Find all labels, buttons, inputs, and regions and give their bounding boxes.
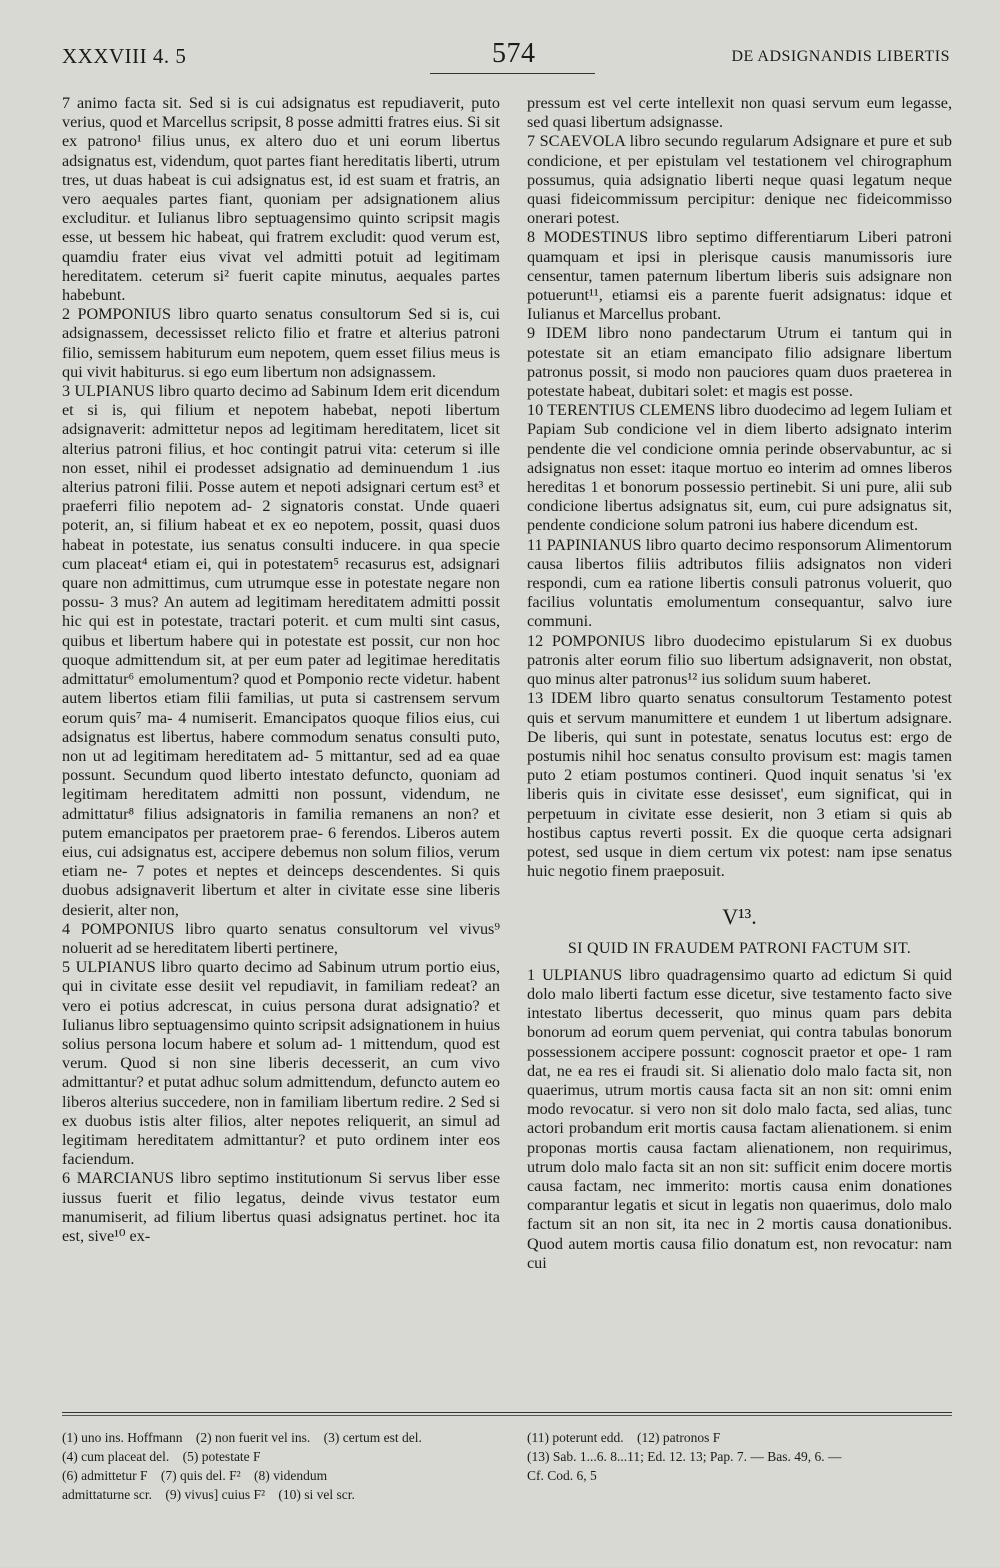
- footnotes-left: [62, 1428, 500, 1504]
- footnote-row: [527, 1447, 952, 1466]
- running-title: DE ADSIGNANDIS LIBERTIS: [731, 48, 950, 65]
- title-text: SI QUID IN FRAUDEM PATRONI FACTUM SIT.: [567, 939, 912, 957]
- left-column: [62, 94, 500, 1246]
- paragraph: 9 IDEM libro nono pandectarum Utrum ei tantum qui in potestate sit an etiam emancipato filio adsignare libertum patronus possit, si modo non pauciores quam duos praeterea in potestate habeat, dubitari solet: et magis est posse.: [527, 324, 952, 401]
- footnotes-right: [527, 1428, 952, 1485]
- paragraph: 7 SCAEVOLA libro secundo regularum Adsignare et pure et sub condicione, et per epistulam vel testationem vel chirographum possumus, quia adsignatio liberti neque quasi legatum neque quasi fideicommissum percipitur: denique nec fideicommisso onerari potest.: [527, 132, 952, 228]
- header-rule: [430, 73, 595, 74]
- footnote: (8) videndum: [254, 1468, 328, 1483]
- footnote: (7) quis del. F²: [160, 1468, 241, 1483]
- footnote: admittaturne scr.: [62, 1487, 152, 1502]
- footnote-row: [62, 1466, 500, 1485]
- right-column: [527, 94, 952, 1273]
- paragraph: 4 POMPONIUS libro quarto senatus consultorum vel vivus⁹ noluerit ad se hereditatem liberti pertinere,: [62, 919, 500, 957]
- paragraph: 8 MODESTINUS libro septimo differentiarum Liberi patroni quamquam et ipsi in plerisque causis manumissoris iure censentur, tamen paternum libertum liberis suis adsignare non potuerunt¹¹, etiamsi eis a parente fuerit adsignatus: idque et Iulianus et Marcellus probant.: [527, 228, 952, 324]
- footnote-row: [527, 1466, 952, 1485]
- paragraph: 3 ULPIANUS libro quarto decimo ad Sabinum Idem erit dicendum et si is, qui filium et nepotem habebat, nepoti libertum adsignaverit: admittetur nepos ad legitimam hereditatem, licet sit alterius patroni filius, et hoc contingit patrui vita: ceterum si ille non esset, nihil ei prodesset adsignatio ad deminuendum 1 .ius alterius patroni filii. Posse autem et nepoti adsignari certum est³ et praeferri filio nepotem ad- 2 signatoris constat. Unde quaeri poterit, an, si filium habeat et ex eo nepotem, possit, quasi duos habeat in potestate, ius senatus consulti inducere. in qua specie cum placeat⁴ etiam ei, qui in potestatem⁵ recasurus est, adsignari quare non admittimus, cum utrumque esse in potestate negare non possu- 3 mus? An autem ad legitimam hereditatem admitti possit hic qui est in potestate, tractari poterit. et cum multi sint casus, quibus et libertum habere qui in potestate est possit, cur non hoc quoque admittendum sit, at per eum pater ad legitimae hereditatis admittatur⁶ emolumentum? quod et Pomponio recte videtur. habent autem libertos etiam filii familias, ut puta si castrensem servum eorum quis⁷ ma- 4 numiserit. Emancipatos quoque filios eius, cui adsignatus est libertus, habere commodum senatus consulti puto, non ut ad legitimam hereditatem ad- 5 mittantur, sed ad ea quae possunt. Secundum quod liberto intestato defuncto, quoniam ad legitimam hereditatem admitti non possunt, videndum, ne admittatur⁸ filius adsignatoris in familia remanens an non? et putem emancipatos per praetorem prae- 6 ferendos. Liberos autem eius, cui adsignatus est, accipere debemus non solum filios, verum etiam ne- 7 potes et neptes et deinceps descendentes. Si quis duobus adsignaverit libertum et alter in civitate esse sine liberis desierit, alter non,: [62, 382, 500, 919]
- paragraph: 10 TERENTIUS CLEMENS libro duodecimo ad legem Iuliam et Papiam Sub condicione vel in diem liberto adsignato interim pendente die vel condicione omnia perinde observabuntur, ac si adsignatus non esset: itaque mortuo eo interim ad omnes liberos hereditas 1 et bonorum possessio pertinebit. Si uni pure, alii sub condicione libertus adsignatus sit, eum, cui pure adsignatus sit, pendente condicione solum patroni ius habere dicendum est.: [527, 401, 952, 535]
- footnote-row: [62, 1485, 500, 1504]
- footnote-rule: [62, 1415, 952, 1416]
- footnote: (12) patronos F: [636, 1430, 721, 1445]
- paragraph: 5 ULPIANUS libro quarto decimo ad Sabinum utrum portio eius, qui in civitate esse desiit vel repudiavit, in familiam redeat? an vero ei potius adcrescat, in cuius persona durat adsignatio? et Iulianus libro septuagensimo quinto scripsit adsignationem in huius solius persona locum habere et solum ad- 1 mittendum, quod est verum. Quod si non sine liberis decesserit, an cum vivo admittantur? et putat adhuc solum admittendum, defuncto autem eo liberos alterius succedere, non in familiam libertum redire. 2 Sed si ex duobus istis alter filios, alter nepotes reliquerit, an simul ad legitimam hereditatem admittantur? et puto ordinem inter eos faciendum.: [62, 958, 500, 1169]
- footnote: (1) uno ins. Hoffmann: [62, 1430, 183, 1445]
- footnote: (5) potestate F: [182, 1449, 261, 1464]
- paragraph: 12 POMPONIUS libro duodecimo epistularum Si ex duobus patronis alter eorum filio suo libertum adsignaverit, non obstat, quo minus alter patronus¹² ius solidum suum haberet.: [527, 631, 952, 689]
- footnote: (9) vivus] cuius F²: [165, 1487, 266, 1502]
- paragraph: 7 animo facta sit. Sed si is cui adsignatus est repudiaverit, puto verius, quod et Marcellus scripsit, 8 posse admitti fratres eius. Si sit ex patrono¹ filius unus, ex altero duo et uni eorum libertus adsignatus est, videndum, quot partes fiant hereditatis liberti, utrum tres, ut duas habeat is cui adsignatus est, id est suam et fratris, an vero aequales partes fiant, quoniam per adsignationem alius excluditur. et Iulianus libro septuagensimo quinto scripsit magis esse, ut bessem hic habeat, qui fratrem excludit: quod verum est, quamdiu frater eius vivat vel admitti potuit ad legitimam hereditatem. ceterum si² fuerit capite minutus, aequales partes habebunt.: [62, 94, 500, 305]
- paragraph: 2 POMPONIUS libro quarto senatus consultorum Sed si is, cui adsignassem, decessisset relicto filio et fratre et alterius patroni filio, semissem habiturum eum nepotem, quem esset filius meus is qui vivit habiturus. si ego eum libertum non adsignassem.: [62, 305, 500, 381]
- footnote: (11) poterunt edd.: [527, 1430, 624, 1445]
- page-number: 574: [492, 38, 536, 69]
- paragraph: 6 MARCIANUS libro septimo institutionum Si servus liber esse iussus fuerit et filio legatus, deinde vivus testator eum manumiserit, ad filium libertus quasi adsignatus pertinet. hoc ita est, sive¹⁰ ex-: [62, 1169, 500, 1245]
- footnote: (3) certum est del.: [323, 1430, 422, 1445]
- paragraph: pressum est vel certe intellexit non quasi servum eum legasse, sed quasi libertum adsignasse.: [527, 94, 952, 132]
- book-section-ref: XXXVIII 4. 5: [62, 44, 187, 68]
- title-number: V¹³.: [722, 904, 757, 930]
- footnote-row: [527, 1428, 952, 1447]
- title-heading: [527, 904, 952, 957]
- footnote: (2) non fuerit vel ins.: [195, 1430, 311, 1445]
- footnote-rule: [62, 1412, 952, 1413]
- footnote: Cf. Cod. 6, 5: [527, 1468, 597, 1483]
- footnote: (6) admittetur F: [62, 1468, 148, 1483]
- paragraph: 13 IDEM libro quarto senatus consultorum Testamento potest quis et servum manumittere et eundem 1 ut libertum adsignare. De liberis, qui sunt in potestate, senatus locutus est: ergo de postumis nihil hoc senatus consulto provisum est: magis tamen puto 2 etiam postumos contineri. Quod inquit senatus 'si 'ex liberis quis in civitate esse desisset', eum significat, qui in perpetuum in civitate esse desierit, non 3 etiam si quis ab hostibus captus reverti possit. Ex die quoque certa adsignari potest, sed usque in diem certum vix potest: nam ipse senatus huic negotio finem praeposuit.: [527, 689, 952, 881]
- footnote-row: [62, 1447, 500, 1466]
- paragraph: 1 ULPIANUS libro quadragensimo quarto ad edictum Si quid dolo malo liberti factum esse dicetur, sive testamento facto sive intestato libertus decesserit, quo minus quam pars debita bonorum ad eorum quem perveniat, qui contra tabulas bonorum possessionem accipere possunt: cognoscit praetor et ope- 1 ram dat, ne ea res ei fraudi sit. Si alienatio dolo malo facta sit, non quaerimus, utrum mortis causa facta sit an non sit: omni enim modo revocatur. si vero non sit dolo malo facta, sed alias, tunc actori probandum erit mortis causa factam alienationem. si enim proponas mortis causa factam alienationem, non requirimus, utrum dolo malo facta sit an non sit: sufficit enim docere mortis causa factam, nec immerito: mortis causa enim donationes comparantur legatis et sicut in legatis non quaerimus, dolo malo factum sit an non sit, ita nec in 2 mortis causa donationibus. Quod autem mortis causa filio donatum est, non revocatur: nam cui: [527, 965, 952, 1272]
- paragraph: 11 PAPINIANUS libro quarto decimo responsorum Alimentorum causa libertos filiis adtributos filiis adsignatos non videri respondi, cum ea ratione libertis consuli patronus voluerit, quo facilius voluntatis emolumentum consequantur, salvo iure communi.: [527, 535, 952, 631]
- footnote-row: [62, 1428, 500, 1447]
- footnote: (10) si vel scr.: [278, 1487, 355, 1502]
- footnote: (13) Sab. 1...6. 8...11; Ed. 12. 13; Pap. 7. — Bas. 49, 6. —: [527, 1449, 842, 1464]
- footnote: (4) cum placeat del.: [62, 1449, 170, 1464]
- running-head: [62, 38, 950, 76]
